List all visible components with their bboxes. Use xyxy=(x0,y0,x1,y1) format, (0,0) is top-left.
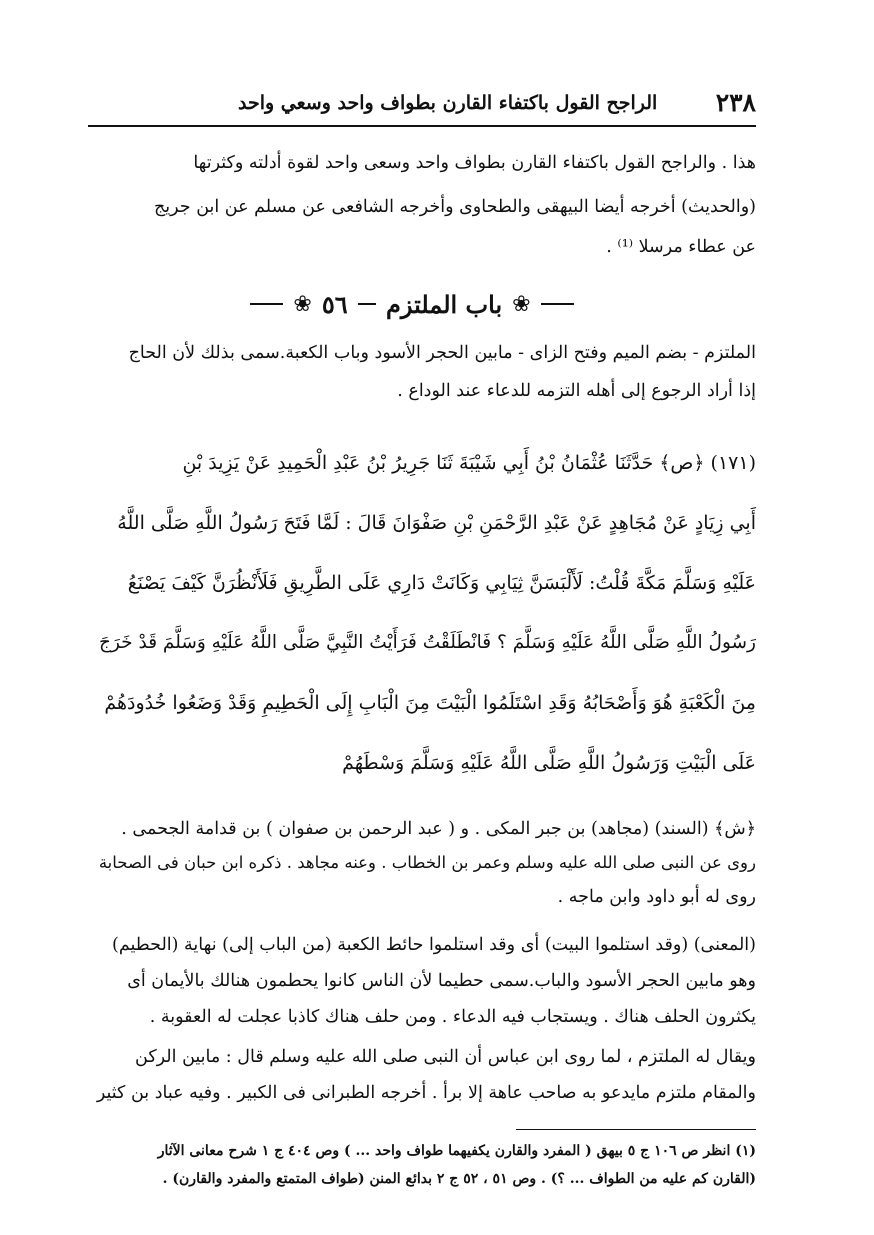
heading-rule-right xyxy=(541,303,574,305)
meaning-line: (المعنى) (وقد استلموا البيت) أى وقد استلموا حائط الكعبة (من الباب إلى) نهاية (الحطيم) xyxy=(112,935,756,955)
hadith-line: رَسُولُ اللَّهِ صَلَّى اللَّهُ عَلَيْهِ وَسَلَّمَ ؟ فَانْطَلَقْتُ فَرَأَيْتُ النَّبِيَّ صَلَّى اللَّهُ عَلَيْهِ وَسَلَّمَ قَدْ خَرَجَ xyxy=(99,632,756,653)
meaning-line: وهو مابين الحجر الأسود والباب.سمى حطيما لأن الناس كانوا يحطمون هنالك بالأيمان أى xyxy=(127,971,756,991)
header-rule xyxy=(88,125,756,127)
sanad-line: روى عن النبى صلى الله عليه وسلم وعمر بن الخطاب . وعنه مجاهد . ذكره ابن حبان فى الصحابة xyxy=(98,853,756,872)
hadith-line: (١٧١) ﴿ص﴾ حَدَّثَنَا عُثْمَانُ بْنُ أَبِي شَيْبَةَ ثَنَا جَرِيرُ بْنُ عَبْدِ الْحَمِيدِ عَنْ يَزِيدَ بْنِ xyxy=(182,452,756,474)
chapter-title: باب الملتزم xyxy=(386,289,503,319)
page-header xyxy=(88,84,756,124)
hadith-line: عَلَى الْبَيْتِ وَرَسُولُ اللَّهِ صَلَّى اللَّهُ عَلَيْهِ وَسَلَّمَ وَسْطَهُمْ xyxy=(342,752,756,774)
footnote-rule xyxy=(516,1129,756,1130)
meaning-line: يكثرون الحلف هناك . ويستجاب فيه الدعاء . ومن حلف هناك كاذبا عجلت له العقوبة . xyxy=(149,1007,756,1027)
running-title: الراجح القول باكتفاء القارن بطواف واحد وسعي واحد xyxy=(238,92,658,114)
definition-line: الملتزم - بضم الميم وفتح الزاى - مابين الحجر الأسود وباب الكعبة.سمى بذلك لأن الحاج xyxy=(128,343,756,363)
hadith-line: أَبِي زِيَادٍ عَنْ مُجَاهِدٍ عَنْ عَبْدِ الرَّحْمَنِ بْنِ صَفْوَانَ قَالَ : لَمَّا فَتَحَ رَسُولُ اللَّهِ صَلَّى اللَّهُ xyxy=(117,512,756,534)
heading-rule-left xyxy=(250,303,283,305)
definition-line: إذا أراد الرجوع إلى أهله التزمه للدعاء عند الوداع . xyxy=(397,381,756,401)
intro-line: عن عطاء مرسلا ⁽¹⁾ . xyxy=(606,237,756,257)
hadith-line: عَلَيْهِ وَسَلَّمَ مَكَّةَ قُلْتُ: لَأَلْبَسَنَّ ثِيَابِي وَكَانَتْ دَارِي عَلَى الطَّرِيقِ فَلَأَنْظُرَنَّ كَيْفَ يَصْنَعُ xyxy=(127,572,756,594)
sanad-line: ﴿ش﴾ (السند) (مجاهد) بن جبر المكى . و ( عبد الرحمن بن صفوان ) بن قدامة الجحمى . xyxy=(121,819,756,839)
sanad-line: روى له أبو داود وابن ماجه . xyxy=(557,887,756,907)
hadith-line: مِنَ الْكَعْبَةِ هُوَ وَأَصْحَابُهُ وَقَدِ اسْتَلَمُوا الْبَيْتَ مِنَ الْبَابِ إِلَى الْحَطِيمِ وَقَدْ وَضَعُوا خُدُودَهُمْ xyxy=(104,692,756,714)
body-line: والمقام ملتزم مايدعو به صاحب عاهة إلا برأ . أخرجه الطبرانى فى الكبير . وفيه عباد بن كثير xyxy=(96,1083,756,1103)
chapter-number: ٥٦ xyxy=(321,289,348,319)
flower-ornament-icon: ❀ xyxy=(512,291,531,317)
intro-line: (والحديث) أخرجه أيضا البيهقى والطحاوى وأخرجه الشافعى عن مسلم عن ابن جريج xyxy=(153,197,756,217)
footnote-line: (١) انظر ص ١٠٦ ج ٥ بيهق ( المفرد والقارن يكفيهما طواف واحد ... ) وص ٤٠٤ ج ١ شرح معانى الآثار xyxy=(157,1143,756,1159)
intro-line: هذا . والراجح القول باكتفاء القارن بطواف واحد وسعى واحد لقوة أدلته وكثرتها xyxy=(193,153,756,173)
chapter-heading xyxy=(250,282,574,326)
flower-ornament-icon: ❀ xyxy=(293,291,312,317)
footnote-line: (القارن كم عليه من الطواف ... ؟) . وص ٥١ ، ٥٢ ج ٢ بدائع المنن (طواف المتمتع والمفرد والقارن) . xyxy=(162,1171,756,1187)
heading-dash xyxy=(358,303,376,305)
page-number: ٢٣٨ xyxy=(715,88,756,117)
body-line: ويقال له الملتزم ، لما روى ابن عباس أن النبى صلى الله عليه وسلم قال : مابين الركن xyxy=(135,1047,756,1067)
